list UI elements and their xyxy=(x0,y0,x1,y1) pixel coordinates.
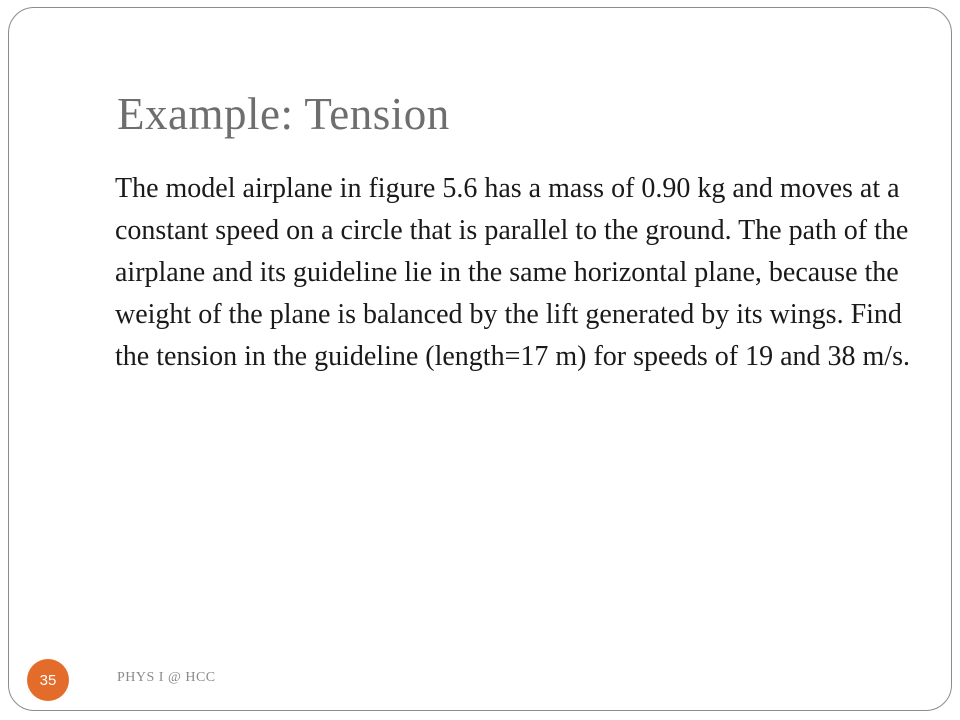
slide-footer: PHYS I @ HCC xyxy=(117,670,216,685)
slide-frame xyxy=(8,7,952,711)
slide-title: Example: Tension xyxy=(117,89,450,139)
slide-number-badge: 35 xyxy=(27,659,69,701)
slide-body-text: The model airplane in figure 5.6 has a mass of 0.90 kg and moves at a constant speed on a circle that is parallel to the ground. The path of the airplane and its guideline lie in the same horizontal plane, because the weight of the plane is balanced by the lift generated by its wings. Find the tension in the guideline (length=17 m) for speeds of 19 and 38 m/s. xyxy=(115,173,910,372)
